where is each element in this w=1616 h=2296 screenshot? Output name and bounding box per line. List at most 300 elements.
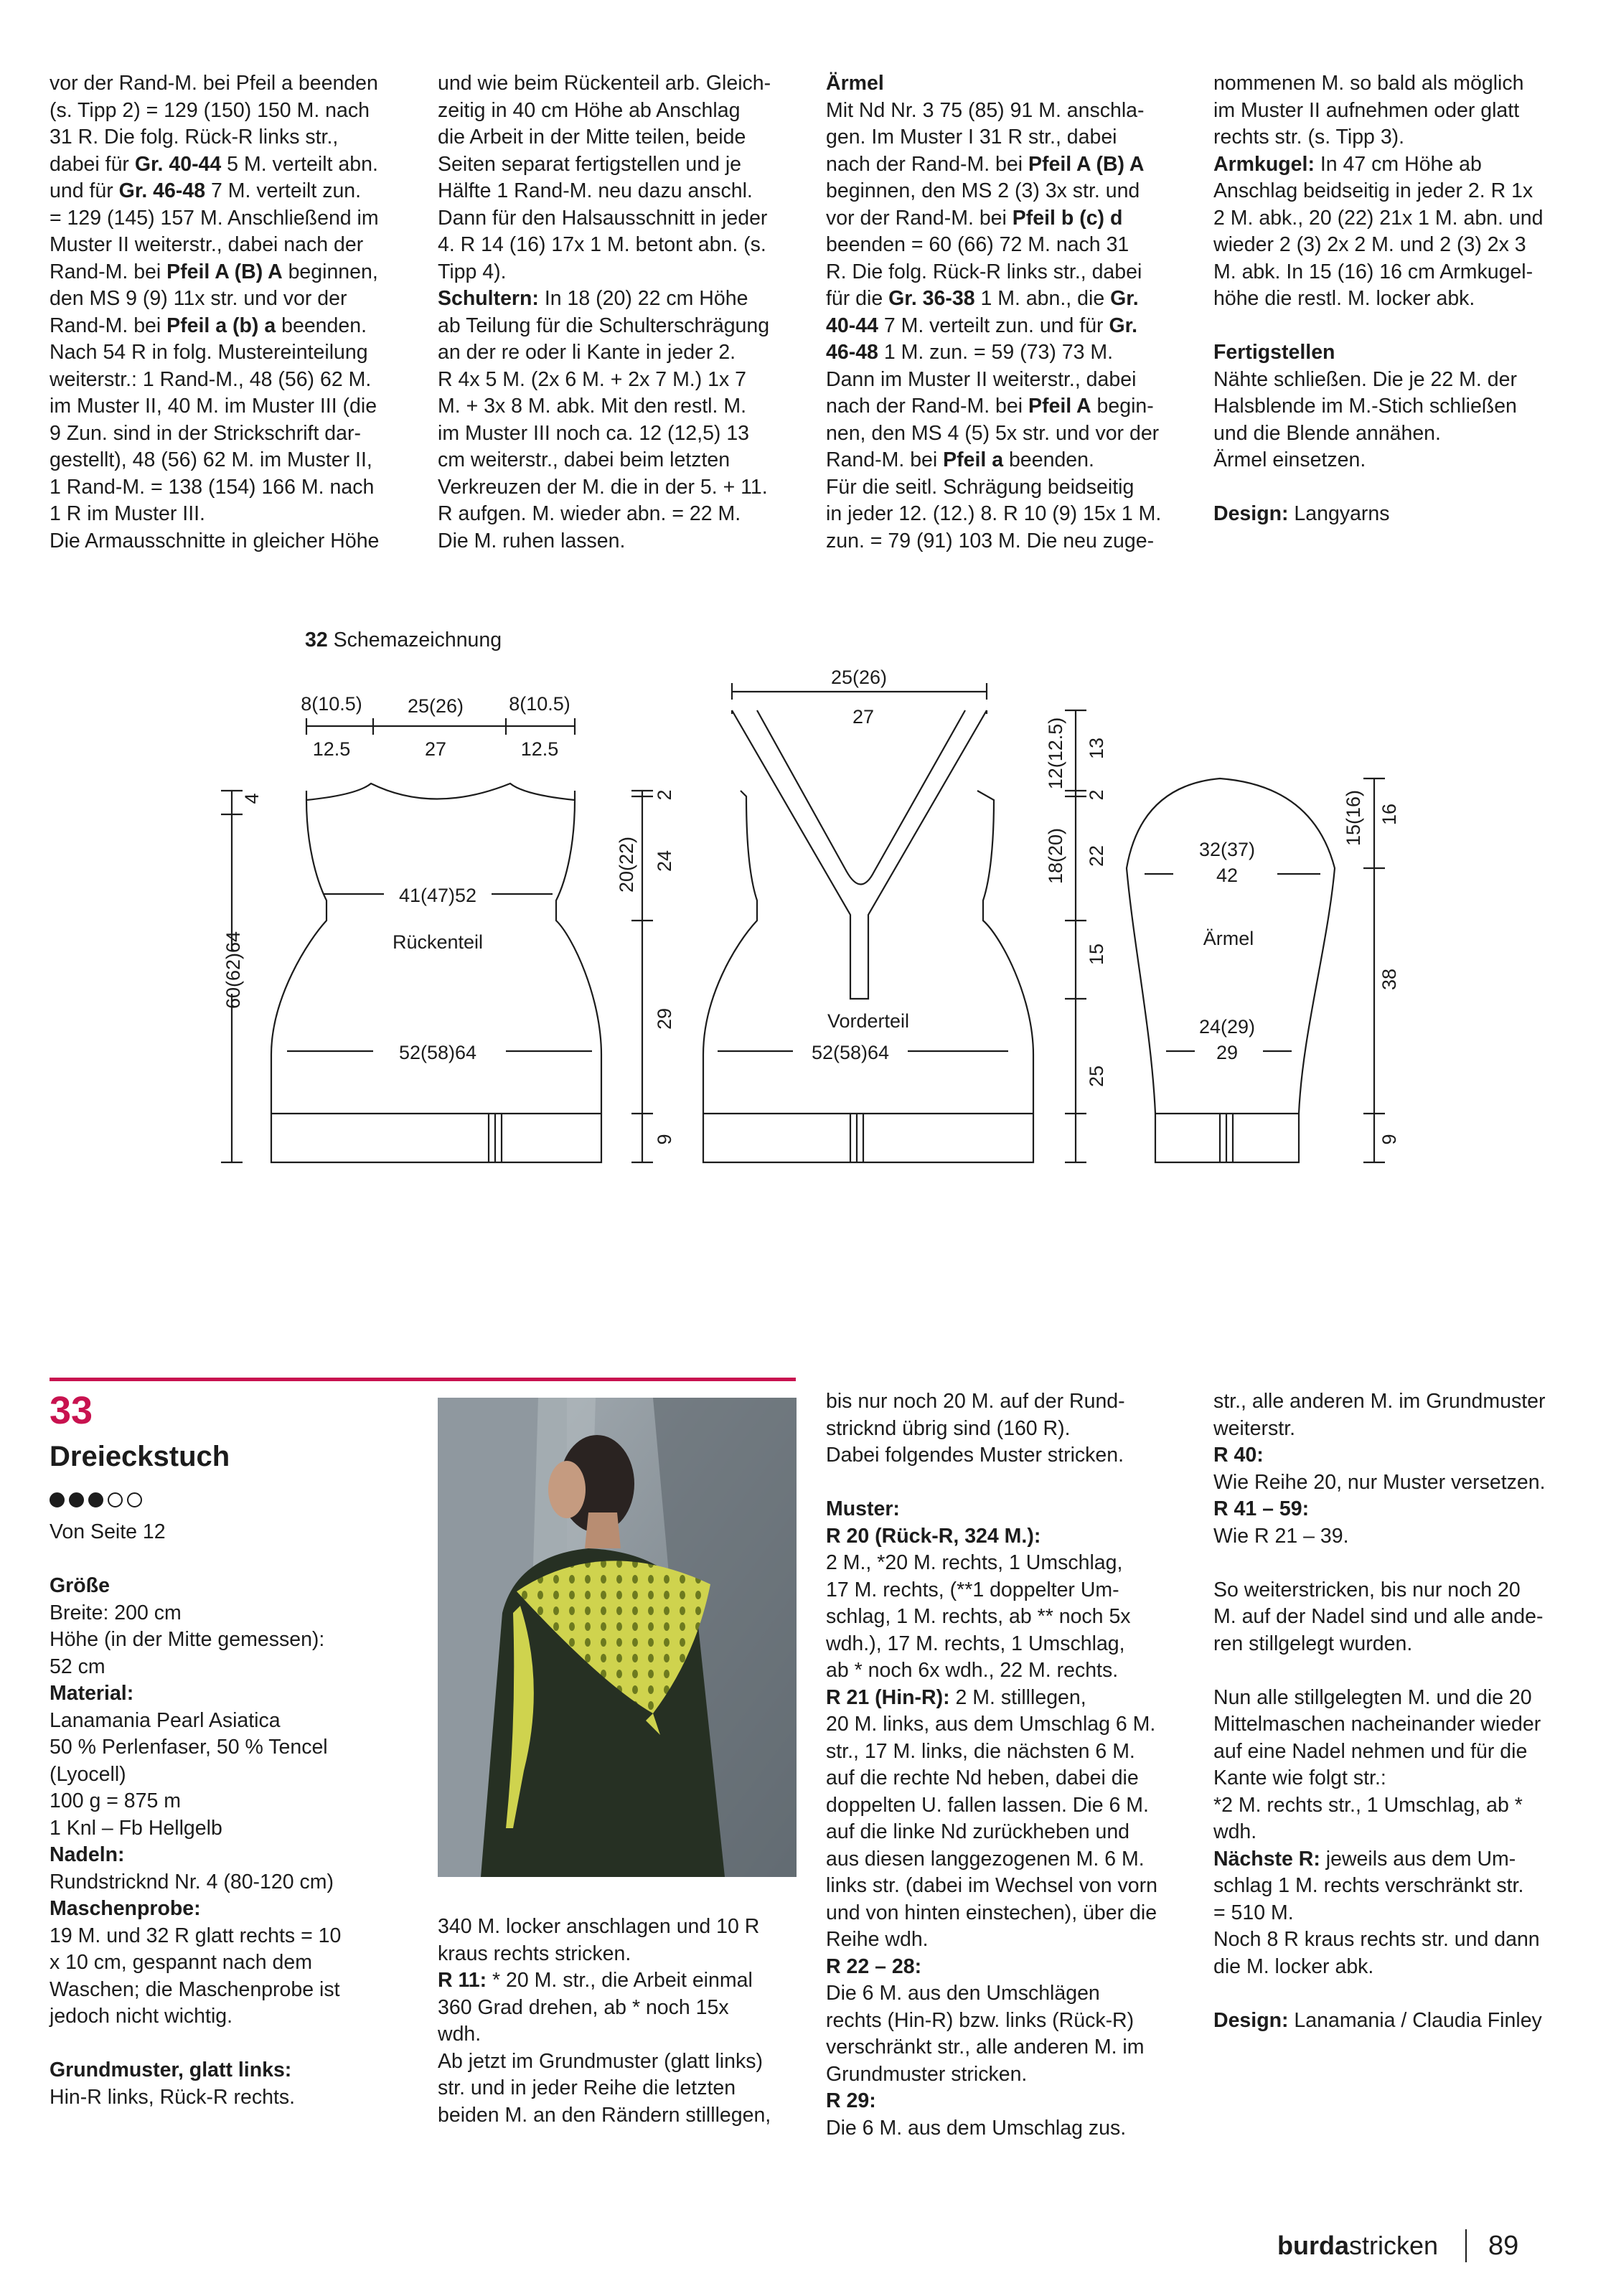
text-line [438, 2048, 771, 2076]
text-run: den MS 9 (9) 11x str. und vor der [50, 287, 347, 310]
section-text-column-3 [826, 1388, 1157, 2142]
sleeve-width-cuff-b: 29 [1216, 1042, 1239, 1063]
text-run: für die [826, 287, 889, 310]
back-dim-top-c: 8(10.5) [509, 693, 570, 715]
text-run: kraus rechts stricken. [438, 1942, 631, 1965]
text-run: verschränkt str., alle anderen M. im [826, 2036, 1145, 2059]
section-text-column-1 [50, 1519, 341, 2111]
sleeve-cuff-height: 9 [1378, 1134, 1400, 1145]
text-run: Mittelmaschen nacheinander wieder [1213, 1713, 1541, 1736]
text-line [826, 1469, 1157, 1497]
text-line [1213, 1765, 1546, 1792]
bold-run: Gr. [1109, 314, 1138, 337]
text-line [50, 1815, 341, 1843]
text-run: im Muster II aufnehmen oder glatt [1213, 98, 1520, 122]
difficulty-dot-empty [127, 1492, 142, 1507]
text-run: 2 M. stilllegen, [949, 1685, 1086, 1709]
difficulty-dot-empty [108, 1492, 123, 1507]
front-neck-height: 12(12.5) [1045, 717, 1066, 790]
text-run: 1 M. abn., die [974, 287, 1111, 310]
text-run: 9 Zun. sind in der Strickschrift dar- [50, 421, 361, 445]
back-armhole-height: 20(22) [616, 836, 637, 893]
text-run: weiterstr.: 1 Rand-M., 48 (56) 62 M. [50, 367, 372, 391]
shawl-photo [438, 1398, 797, 1877]
text-run: Dabei folgendes Muster stricken. [826, 1444, 1124, 1467]
text-run: vor der Rand-M. bei Pfeil a beenden [50, 72, 378, 95]
front-dim-top-b: 27 [852, 706, 875, 728]
text-line [1213, 1846, 1546, 1873]
bold-run: R 29: [826, 2089, 876, 2112]
text-run: ren stillgelegt wurden. [1213, 1632, 1413, 1655]
text-line [1213, 1819, 1546, 1846]
text-line [826, 2088, 1157, 2115]
text-run: 7 M. verteilt zun. [205, 179, 362, 202]
text-line [50, 2031, 341, 2058]
text-run: Kante wie folgt str.: [1213, 1766, 1386, 1789]
text-run: bis nur noch 20 M. auf der Rund- [826, 1390, 1125, 1413]
text-run: Anschlag beidseitig in jeder 2. R 1x [1213, 179, 1533, 202]
text-run: nen, den MS 4 (5) 5x str. und vor der [826, 421, 1160, 445]
text-line [438, 2102, 771, 2130]
text-run: M. + 3x 8 M. abk. Mit den restl. M. [438, 395, 747, 418]
text-run: 1 Rand-M. = 138 (154) 166 M. nach [50, 475, 375, 499]
text-run: Hälfte 1 Rand-M. neu dazu anschl. [438, 179, 753, 202]
text-run: 1 R im Muster III. [50, 502, 205, 525]
text-line [50, 2003, 341, 2031]
text-line [826, 1954, 1157, 1981]
back-width-chest: 41(47)52 [398, 885, 477, 906]
text-line [1213, 1900, 1546, 1927]
text-run: (s. Tipp 2) = 129 (150) 150 M. nach [50, 98, 370, 122]
text-run: Seiten separat fertigstellen und je [438, 152, 742, 176]
front-center-marks [850, 1114, 863, 1162]
text-run: Nähte schließen. Die je 22 M. der [1213, 367, 1517, 391]
text-run: In 18 (20) 22 cm Höhe [538, 287, 748, 310]
back-dim-top-f: 12.5 [520, 738, 559, 760]
text-run: cm weiterstr., dabei beim letzten [438, 448, 731, 471]
back-height-2: 2 [654, 789, 675, 801]
bold-run: R 21 (Hin-R): [826, 1685, 950, 1709]
text-run: Mit Nd Nr. 3 75 (85) 91 M. anschla- [826, 98, 1145, 122]
text-run: begin- [1091, 395, 1154, 418]
text-line [826, 1631, 1157, 1658]
text-line [50, 1708, 341, 1735]
text-run: (Lyocell) [50, 1762, 126, 1786]
text-run: beiden M. an den Rändern stilllegen, [438, 2103, 771, 2127]
text-line [438, 2021, 771, 2048]
text-run: R. Die folg. Rück-R links str., dabei [826, 260, 1142, 283]
back-height-24: 24 [654, 850, 675, 872]
sleeve-outline [1127, 778, 1335, 1162]
text-run: Langyarns [1288, 502, 1390, 525]
text-line [50, 1788, 341, 1815]
text-run: Nun alle stillgelegten M. und die 20 [1213, 1685, 1532, 1709]
text-line [50, 1519, 341, 1546]
text-line [438, 1941, 771, 1968]
text-run: Noch 8 R kraus rechts str. und dann [1213, 1928, 1540, 1951]
text-line [1213, 1604, 1546, 1631]
brand-name-bold: burda [1277, 2231, 1350, 2260]
bold-run: Armkugel: [1213, 152, 1315, 176]
text-run: str. und in jeder Reihe die letzten [438, 2076, 736, 2099]
text-run: auf eine Nadel nehmen und für die [1213, 1739, 1528, 1763]
text-run: x 10 cm, gespannt nach dem [50, 1951, 312, 1974]
text-line [50, 1734, 341, 1761]
footer-divider [1465, 2229, 1467, 2262]
text-run: auf die linke Nd zurückheben und [826, 1820, 1130, 1843]
back-height-9: 9 [654, 1134, 675, 1145]
bold-run: Pfeil a (b) a [166, 314, 276, 337]
text-run: Verkreuzen der M. die in der 5. + 11. [438, 475, 768, 499]
text-run: 4. R 14 (16) 17x 1 M. betont abn. (s. [438, 233, 766, 256]
text-run: R aufgen. M. wieder abn. = 22 M. [438, 502, 741, 525]
text-run: rechts str. (s. Tipp 3). [1213, 126, 1405, 149]
text-run: wdh. [1213, 1820, 1257, 1843]
text-line [1213, 1388, 1546, 1416]
section-number: 33 [50, 1389, 93, 1432]
text-run: dabei für [50, 152, 135, 176]
text-run: 360 Grad drehen, ab * noch 15x [438, 1995, 729, 2019]
front-armhole-height: 18(20) [1045, 827, 1066, 885]
diagram-caption [305, 629, 502, 651]
text-run: im Muster II, 40 M. im Muster III (die [50, 395, 377, 418]
text-run: Dann im Muster II weiterstr., dabei [826, 367, 1137, 391]
text-line [826, 1523, 1157, 1551]
text-run: und für [50, 179, 119, 202]
back-dim-top-a: 8(10.5) [301, 693, 362, 715]
text-run: beginnen, [282, 260, 378, 283]
text-run: Lanamania Pearl Asiatica [50, 1708, 281, 1732]
text-run: Halsblende im M.-Stich schließen [1213, 395, 1517, 418]
text-line [826, 1739, 1157, 1766]
text-run: M. auf der Nadel sind und alle ande- [1213, 1605, 1544, 1628]
text-line [1213, 1792, 1546, 1820]
front-height-13: 13 [1086, 737, 1107, 760]
text-line [1213, 1550, 1546, 1577]
text-line [826, 1657, 1157, 1685]
sleeve-width-cuff-a: 24(29) [1198, 1016, 1256, 1038]
bold-run: Material: [50, 1682, 134, 1705]
text-line [826, 2008, 1157, 2035]
text-line [50, 1977, 341, 2004]
text-run: Reihe wdh. [826, 1928, 929, 1951]
text-line [826, 1980, 1157, 2008]
text-run: gen. Im Muster I 31 R str., dabei [826, 126, 1117, 149]
text-run: stricknd übrig sind (160 R). [826, 1416, 1071, 1440]
text-run: Für die seitl. Schrägung beidseitig [826, 475, 1135, 499]
text-run: 1 Knl – Fb Hellgelb [50, 1816, 222, 1840]
text-line [1213, 1523, 1546, 1551]
text-run: Ärmel einsetzen. [1213, 448, 1366, 471]
diagram-number: 32 [305, 629, 328, 651]
text-run: die M. locker abk. [1213, 1954, 1374, 1978]
text-run: nommenen M. so bald als möglich [1213, 72, 1524, 95]
bold-run: Ärmel [826, 72, 884, 95]
front-height-15: 15 [1086, 943, 1107, 966]
bold-run: Schultern: [438, 287, 539, 310]
difficulty-dot-filled [69, 1492, 84, 1507]
text-run: Ab jetzt im Grundmuster (glatt links) [438, 2049, 763, 2073]
sleeve-center-marks [1220, 1114, 1233, 1162]
bold-run: Gr. 36-38 [888, 287, 975, 310]
text-line [826, 1388, 1157, 1416]
text-line [438, 1914, 771, 1941]
back-width-hem: 52(58)64 [398, 1042, 477, 1063]
text-run: Grundmuster stricken. [826, 2062, 1028, 2086]
sleeve-label: Ärmel [1203, 928, 1254, 949]
text-run: str., alle anderen M. im Grundmuster [1213, 1390, 1546, 1413]
text-line [50, 1761, 341, 1789]
section-title: Dreieckstuch [50, 1441, 230, 1472]
front-piece-outline [703, 710, 1033, 1162]
text-line [1213, 1954, 1546, 1981]
text-run: Die 6 M. aus den Umschlägen [826, 1982, 1100, 2005]
text-run: str., 17 M. links, die nächsten 6 M. [826, 1739, 1135, 1763]
text-run: Die M. ruhen lassen. [438, 529, 626, 552]
text-run: links str. (dabei im Wechsel von vorn [826, 1874, 1157, 1897]
text-run: beenden = 60 (66) 72 M. nach 31 [826, 233, 1129, 256]
bold-run: Pfeil A (B) A [1028, 152, 1145, 176]
text-line [1213, 1442, 1546, 1469]
text-run: 52 cm [50, 1655, 105, 1678]
text-run: Lanamania / Claudia Finley [1288, 2008, 1542, 2032]
text-line [826, 2061, 1157, 2089]
brand-name-rest: stricken [1349, 2231, 1439, 2260]
text-run: weiterstr. [1213, 1416, 1296, 1440]
text-line [826, 2115, 1157, 2142]
text-line [1213, 1873, 1546, 1900]
text-run: beenden. [1003, 448, 1094, 471]
back-dim-top-d: 12.5 [312, 738, 351, 760]
text-line [1213, 1469, 1546, 1497]
text-run: Rand-M. bei [50, 260, 167, 283]
text-run: im Muster III noch ca. 12 (12,5) 13 [438, 421, 750, 445]
back-dim-top-b: 25(26) [407, 695, 464, 717]
text-run: Nach 54 R in folg. Mustereinteilung [50, 341, 368, 364]
sleeve-width-top-b: 42 [1216, 865, 1239, 886]
text-run: an der re oder li Kante in jeder 2. [438, 341, 736, 364]
text-run: Dann für den Halsausschnitt in jeder [438, 206, 768, 230]
front-piece-label: Vorderteil [827, 1010, 910, 1032]
difficulty-dot-filled [50, 1492, 65, 1507]
text-line [826, 1765, 1157, 1792]
text-run: *2 M. rechts str., 1 Umschlag, ab * [1213, 1793, 1523, 1817]
text-run: Wie R 21 – 39. [1213, 1524, 1349, 1548]
text-run: jedoch nicht wichtig. [50, 2005, 233, 2028]
back-piece-outline [271, 784, 601, 1162]
text-run: ab * noch 6x wdh., 22 M. rechts. [826, 1659, 1119, 1682]
bold-run: Design: [1213, 2008, 1289, 2032]
text-run: Rand-M. bei [50, 314, 167, 337]
bold-run: Gr. [1110, 287, 1139, 310]
text-line [1213, 1496, 1546, 1523]
text-line [1213, 1657, 1546, 1685]
back-dim-top-e: 27 [424, 738, 447, 760]
text-run: In 47 cm Höhe ab [1314, 152, 1482, 176]
text-line [50, 1923, 341, 1950]
text-run: 19 M. und 32 R glatt rechts = 10 [50, 1924, 342, 1947]
bold-run: Grundmuster, glatt links: [50, 2059, 292, 2081]
text-line [826, 1442, 1157, 1469]
text-run: M. abk. In 15 (16) 16 cm Armkugel- [1213, 260, 1533, 283]
text-run: Muster II weiterstr., dabei nach der [50, 233, 364, 256]
text-line [50, 1842, 341, 1869]
text-line [826, 1819, 1157, 1846]
text-run: Die 6 M. aus dem Umschlag zus. [826, 2116, 1127, 2140]
section-text-column-2 [438, 1914, 771, 2129]
text-run: 7 M. verteilt zun. und für [878, 314, 1109, 337]
text-run: = 129 (145) 157 M. Anschließend im [50, 206, 379, 230]
text-run: Rundstricknd Nr. 4 (80-120 cm) [50, 1870, 334, 1893]
text-run: Hin-R links, Rück-R rechts. [50, 2085, 296, 2109]
text-line [50, 2057, 341, 2084]
front-height-2: 2 [1086, 789, 1107, 801]
text-run: schlag, 1 M. rechts, ab ** noch 5x [826, 1605, 1131, 1628]
sleeve-width-top-a: 32(37) [1198, 839, 1256, 860]
text-run: in jeder 12. (12.) 8. R 10 (9) 15x 1 M. [826, 502, 1162, 525]
bold-run: Pfeil b (c) d [1012, 206, 1123, 230]
text-line [826, 1873, 1157, 1900]
back-shoulder-drop: 4 [241, 793, 263, 804]
text-run: wdh.), 17 M. rechts, 1 Umschlag, [826, 1632, 1125, 1655]
text-line [1213, 1980, 1546, 2008]
text-line [50, 2084, 341, 2112]
text-run: = 510 M. [1213, 1901, 1294, 1924]
difficulty-rating [50, 1492, 142, 1507]
text-run: 20 M. links, aus dem Umschlag 6 M. [826, 1713, 1156, 1736]
back-center-marks [489, 1114, 502, 1162]
text-run: die Arbeit in der Mitte teilen, beide [438, 126, 746, 149]
bold-run: Größe [50, 1574, 110, 1597]
text-run: zun. = 79 (91) 103 M. Die neu zuge- [826, 529, 1155, 552]
bold-run: Pfeil A (B) A [166, 260, 283, 283]
bold-run: Design: [1213, 502, 1289, 525]
text-run: rechts (Hin-R) bzw. links (Rück-R) [826, 2008, 1135, 2032]
front-height-25: 25 [1086, 1065, 1107, 1088]
text-line [826, 1416, 1157, 1443]
text-run: Tipp 4). [438, 260, 507, 283]
bold-run: Maschenprobe: [50, 1897, 201, 1920]
text-line [826, 1711, 1157, 1739]
text-run: auf die rechte Nd heben, dabei die [826, 1766, 1139, 1789]
text-run: R 4x 5 M. (2x 6 M. + 2x 7 M.) 1x 7 [438, 367, 747, 391]
text-line [826, 2034, 1157, 2061]
diagram-title: Schemazeichnung [333, 629, 502, 651]
text-run: vor der Rand-M. bei [826, 206, 1013, 230]
text-line [50, 1869, 341, 1896]
text-run: beginnen, den MS 2 (3) 3x str. und [826, 179, 1140, 202]
bold-run: R 22 – 28: [826, 1954, 922, 1978]
text-line [438, 1995, 771, 2022]
back-total-height: 60(62)64 [222, 931, 244, 1010]
bold-run: Pfeil A [1028, 395, 1091, 418]
text-run: aus diesen langgezogenen M. 6 M. [826, 1847, 1145, 1871]
text-run: 2 M., *20 M. rechts, 1 Umschlag, [826, 1551, 1123, 1574]
text-line [50, 1600, 341, 1627]
sleeve-length: 38 [1378, 968, 1400, 991]
text-run: 17 M. rechts, (**1 doppelter Um- [826, 1578, 1119, 1601]
text-line [826, 1577, 1157, 1604]
text-line [438, 1967, 771, 1995]
text-run: ab Teilung für die Schulterschrägung [438, 314, 770, 337]
text-run: doppelten U. fallen lassen. Die 6 M. [826, 1793, 1149, 1817]
bold-run: 40-44 [826, 314, 878, 337]
text-line [826, 1604, 1157, 1631]
text-run: schlag 1 M. rechts verschränkt str. [1213, 1874, 1524, 1897]
text-run: nach der Rand-M. bei [826, 395, 1028, 418]
text-run: 1 M. zun. = 59 (73) 73 M. [878, 341, 1114, 364]
text-line [50, 1680, 341, 1708]
text-line [1213, 1685, 1546, 1712]
text-line [50, 1654, 341, 1681]
text-line [1213, 1711, 1546, 1739]
text-line [1213, 1739, 1546, 1766]
section-text-column-4 [1213, 1388, 1546, 2034]
text-run: nach der Rand-M. bei [826, 152, 1028, 176]
sleeve-cap-height-a: 15(16) [1343, 789, 1364, 847]
text-run: Höhe (in der Mitte gemessen): [50, 1628, 325, 1651]
text-run: 31 R. Die folg. Rück-R links str., [50, 126, 339, 149]
text-run: 100 g = 875 m [50, 1789, 182, 1812]
text-line [50, 1949, 341, 1977]
text-line [826, 1926, 1157, 1954]
text-line [50, 1573, 341, 1600]
bold-run: 46-48 [826, 341, 878, 364]
bold-run: R 11: [438, 1969, 487, 1992]
bold-run: Gr. 46-48 [118, 179, 206, 202]
text-run: Wie Reihe 20, nur Muster versetzen. [1213, 1470, 1546, 1494]
text-run: Von Seite 12 [50, 1520, 166, 1543]
text-run: 50 % Perlenfaser, 50 % Tencel [50, 1736, 328, 1759]
bold-run: Nadeln: [50, 1843, 125, 1866]
text-run: und von hinten einstechen), über die [826, 1901, 1157, 1924]
difficulty-dot-filled [88, 1492, 103, 1507]
text-run: 2 M. abk., 20 (22) 21x 1 M. abn. und [1213, 206, 1544, 230]
bold-run: R 41 – 59: [1213, 1497, 1310, 1520]
front-dim-top-a: 25(26) [830, 667, 888, 688]
text-run: höhe die restl. M. locker abk. [1213, 287, 1475, 310]
text-line [826, 1792, 1157, 1820]
text-line [1213, 1631, 1546, 1658]
text-run: zeitig in 40 cm Höhe ab Anschlag [438, 98, 741, 122]
front-height-22: 22 [1086, 844, 1107, 867]
front-width-hem: 52(58)64 [811, 1042, 890, 1063]
text-line [1213, 1416, 1546, 1443]
bold-run: Fertigstellen [1213, 341, 1335, 364]
page-number: 89 [1488, 2230, 1519, 2261]
text-line [826, 1550, 1157, 1577]
section-rule [50, 1378, 796, 1381]
text-line [1213, 1926, 1546, 1954]
text-run: wdh. [438, 2023, 481, 2046]
bold-run: R 20 (Rück-R, 324 M.): [826, 1524, 1041, 1548]
back-height-29: 29 [654, 1007, 675, 1030]
text-run: Waschen; die Maschenprobe ist [50, 1977, 340, 2001]
text-line [826, 1496, 1157, 1523]
page-footer [1277, 2229, 1518, 2262]
text-run: 340 M. locker anschlagen und 10 R [438, 1915, 760, 1938]
bold-run: Nächste R: [1213, 1847, 1320, 1871]
text-run: wieder 2 (3) 2x 2 M. und 2 (3) 2x 3 [1213, 233, 1526, 256]
text-run: Rand-M. bei [826, 448, 944, 471]
text-run: und die Blende annähen. [1213, 421, 1441, 445]
text-line [1213, 1577, 1546, 1604]
text-run: und wie beim Rückenteil arb. Gleich- [438, 72, 771, 95]
back-piece-label: Rückenteil [392, 931, 484, 953]
text-line [50, 1896, 341, 1923]
text-line [438, 2075, 771, 2102]
text-run: Breite: 200 cm [50, 1601, 182, 1624]
